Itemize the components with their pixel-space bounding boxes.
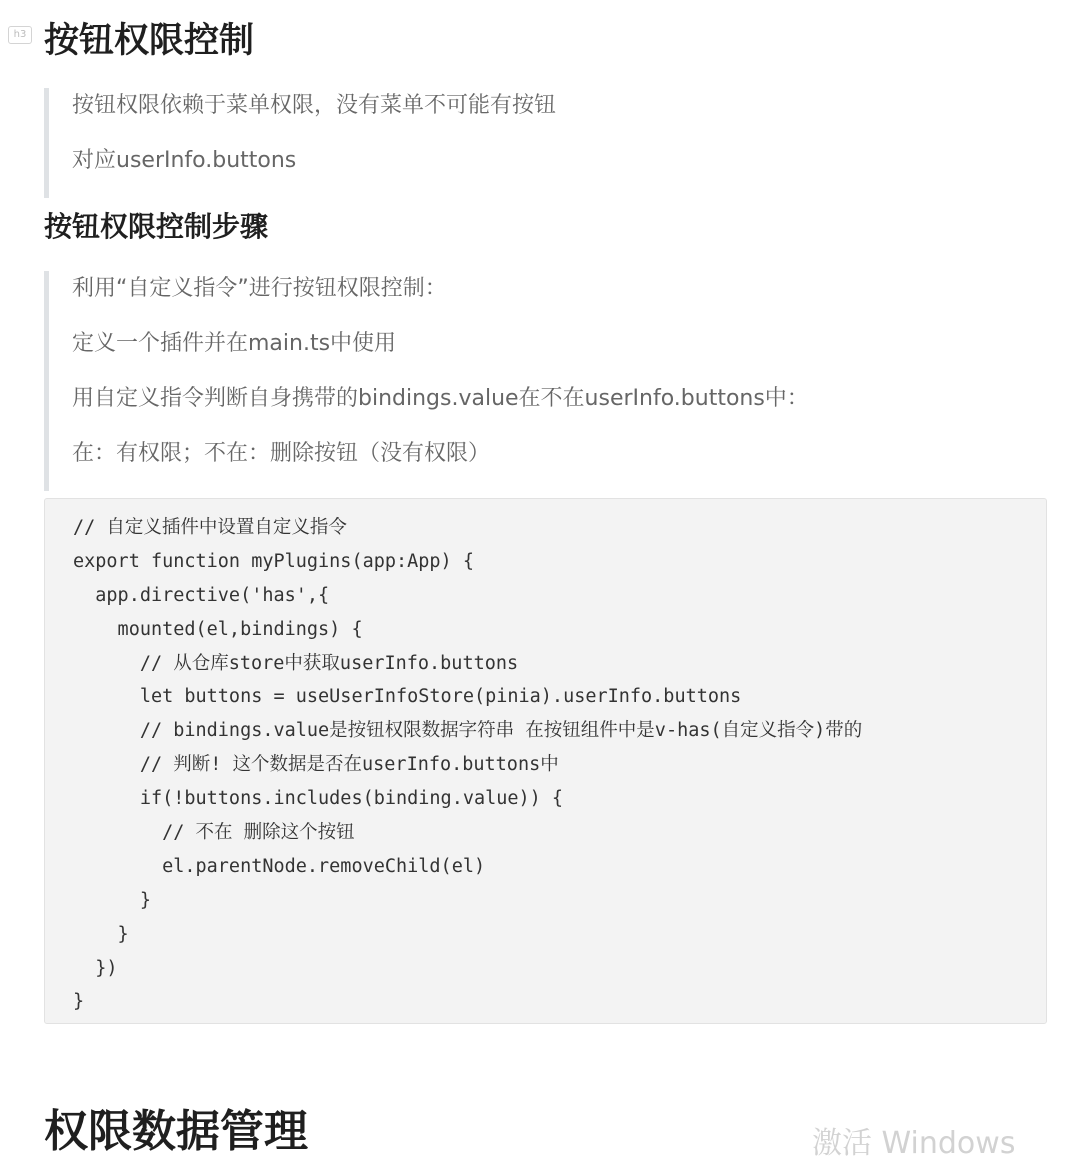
code-line: } [73,923,129,945]
quote-line: 用自定义指令判断自身携带的bindings.value在不在userInfo.buttons中： [72,386,809,411]
code-line: app.directive('has',{ [73,584,330,606]
blockquote-steps [44,271,809,491]
quote-line: 利用“自定义指令”进行按钮权限控制： [72,276,447,301]
code-line: mounted(el,bindings) { [73,618,363,640]
code-line: let buttons = useUserInfoStore(pinia).userInfo.buttons [73,686,742,708]
code-line: // 从仓库store中获取userInfo.buttons [73,652,519,674]
code-line: }) [73,957,118,979]
code-line: } [73,991,85,1013]
code-line: export function myPlugins(app:App) { [73,550,474,572]
code-line: if(!buttons.includes(binding.value)) { [73,788,564,810]
quote-line: 在：有权限；不在：删除按钮（没有权限） [72,441,491,466]
code-line: // 判断! 这个数据是否在userInfo.buttons中 [73,754,559,776]
heading-level-badge: h3 [8,26,32,44]
quote-line: 定义一个插件并在main.ts中使用 [72,331,397,356]
quote-line: 对应userInfo.buttons [72,148,297,173]
section-heading-button-permission: 按钮权限控制 [44,21,255,61]
section-heading-permission-data: 权限数据管理 [44,1106,308,1157]
code-line: } [73,889,151,911]
code-line: // 自定义插件中设置自定义指令 [73,517,347,538]
code-line: el.parentNode.removeChild(el) [73,855,486,877]
blockquote-intro [44,88,556,198]
quote-line: 按钮权限依赖于菜单权限，没有菜单不可能有按钮 [72,93,557,118]
code-block[interactable] [44,498,1047,1024]
code-line: // 不在 删除这个按钮 [73,822,355,844]
code-line: // bindings.value是按钮权限数据字符串 在按钮组件中是v-has(自定义指令)带的 [73,720,863,742]
activate-windows-watermark: 激活 Windows [812,1126,1016,1161]
section-heading-steps: 按钮权限控制步骤 [44,210,269,243]
